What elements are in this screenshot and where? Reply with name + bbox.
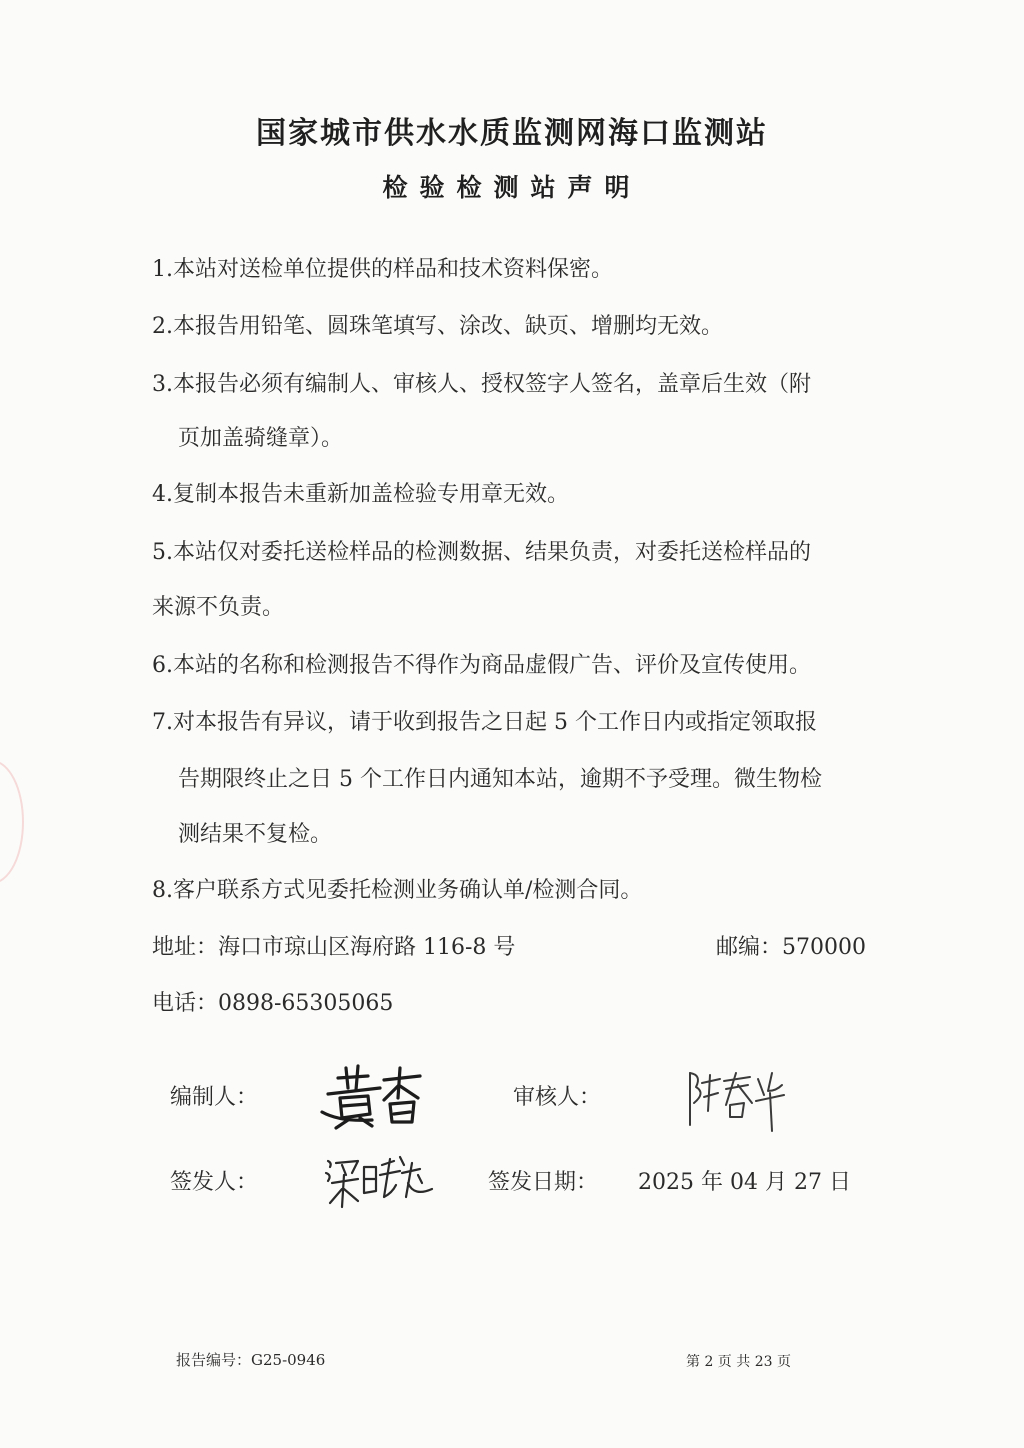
statement-8: 8.客户联系方式见委托检测业务确认单/检测合同。 — [152, 878, 643, 903]
statement-5-line-1: 5.本站仅对委托送检样品的检测数据、结果负责，对委托送检样品的 — [152, 540, 811, 565]
statement-3-line-1: 3.本报告必须有编制人、审核人、授权签字人签名，盖章后生效（附 — [152, 372, 811, 397]
statement-1: 1.本站对送检单位提供的样品和技术资料保密。 — [152, 257, 613, 282]
issue-date-label: 签发日期： — [488, 1170, 599, 1195]
reviewer-signature — [680, 1065, 790, 1135]
phone: 电话：0898-65305065 — [152, 991, 394, 1016]
compiler-label: 编制人： — [170, 1085, 259, 1110]
statement-2: 2.本报告用铅笔、圆珠笔填写、涂改、缺页、增删均无效。 — [152, 314, 723, 339]
compiler-signature — [320, 1060, 430, 1130]
issuer-label: 签发人： — [170, 1170, 259, 1195]
document-title: 国家城市供水水质监测网海口监测站 — [256, 116, 768, 151]
issue-date: 2025 年 04 月 27 日 — [638, 1170, 851, 1195]
statement-6: 6.本站的名称和检测报告不得作为商品虚假广告、评价及宣传使用。 — [152, 653, 811, 678]
statement-5-line-2: 来源不负责。 — [152, 595, 285, 620]
statement-7-line-2: 告期限终止之日 5 个工作日内通知本站，逾期不予受理。微生物检 — [178, 767, 822, 792]
statement-3-line-2: 页加盖骑缝章）。 — [178, 426, 344, 451]
issuer-signature — [322, 1153, 434, 1213]
report-number: 报告编号：G25-0946 — [176, 1351, 326, 1369]
reviewer-label: 审核人： — [513, 1085, 602, 1110]
address: 地址：海口市琼山区海府路 116-8 号 — [152, 935, 516, 960]
statement-7-line-1: 7.对本报告有异议，请于收到报告之日起 5 个工作日内或指定领取报 — [152, 710, 817, 735]
document-subtitle: 检验检测站声明 — [382, 173, 642, 202]
statement-7-line-3: 测结果不复检。 — [178, 822, 333, 847]
page-number: 第 2 页 共 23 页 — [686, 1354, 791, 1370]
statement-4: 4.复制本报告未重新加盖检验专用章无效。 — [152, 482, 569, 507]
postal-code: 邮编：570000 — [716, 935, 866, 960]
seal-stamp-edge — [0, 760, 24, 884]
